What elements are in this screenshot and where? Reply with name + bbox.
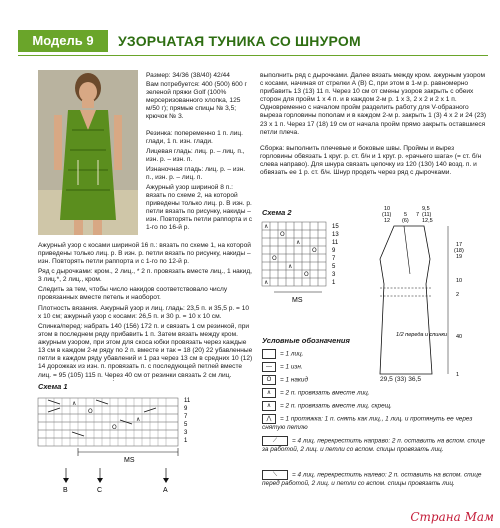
- scheme1-chart: [36, 392, 206, 510]
- right-text: выполнить ряд с дырочками. Далее вязать между кром. ажурным узором с косами, начиная от стрелки А (В) С, при этом в 1-м р. равномерно прибавить 13 (13) 11 п. Через 10 см от смены узоров закрыть с обеих сторон для пройм 1 х 4 п. и в каждом 2-м р. 1 х 3, 2 х 2 и 2 х 1 п. Одновременно с началом пройм разделить работу для V-образного выреза горловины пополам и в каждом 2-м р. закрыть 1 (3) 4 х 2 и 24 (23) 23 х 1 п. Через 17 (18) 19 см от начала пройм прямо закрыть оставшиеся петли плеча.: [260, 72, 487, 136]
- diag-side: 2: [456, 292, 460, 298]
- legend-item: ⋀ = 1 протяжка: 1 п. снять как лиц., 1 лиц. и протянуть ее через снятую петлю: [262, 415, 473, 431]
- diagram-center-label: 1/2 переда и спинки: [396, 332, 448, 338]
- lace16-text: Ажурный узор с косами шириной 16 п.: вязать по схеме 1, на которой приведены только лиц. р. В изн. р. петли вязать по рисунку, накиды – изн. Повторять петли раппорта и с 1-го по 12-й р.: [38, 242, 251, 266]
- diag-side: 19: [456, 254, 463, 260]
- svg-text:O: O: [112, 424, 117, 431]
- legend-item: = 1 лиц.: [262, 349, 303, 359]
- scheme2-chart: [260, 218, 350, 308]
- garment-diagram: [370, 204, 500, 382]
- knit-icon: [262, 349, 276, 359]
- note-text: Следить за тем, чтобы число накидов соответствовало числу провязанных вместе петель и наоборот.: [38, 286, 228, 302]
- svg-text:∧: ∧: [288, 263, 293, 270]
- header-rule: [18, 55, 488, 56]
- diag-side: 40: [456, 334, 463, 340]
- legend-item: ∧ = 2 п. провязать вместе лиц.: [262, 388, 370, 398]
- svg-text:∧: ∧: [136, 416, 141, 423]
- scheme2-row: 3: [332, 272, 336, 278]
- svg-text:O: O: [88, 408, 93, 415]
- scheme1-ms: MS: [124, 457, 135, 464]
- svg-text:O: O: [272, 255, 277, 262]
- cable-left-icon: ⟍: [262, 470, 288, 480]
- legend-item: ∧ = 2 п. провязать вместе лиц. скрещ.: [262, 401, 392, 411]
- scheme2-row: 5: [332, 264, 336, 270]
- svg-text:∧: ∧: [72, 400, 77, 407]
- page-title: УЗОРЧАТАЯ ТУНИКА СО ШНУРОМ: [118, 33, 361, 49]
- model-label: Модель 9: [18, 30, 108, 52]
- diag-side: 17: [456, 242, 463, 248]
- lace8-text: Ажурный узор шириной 8 п.: вязать по схеме 2, на которой приведены только лиц. р. В изн. р. петли вязать по рисунку, накиды – изн. Повторять петли раппорта и с 1-го по 16-й р.: [146, 184, 253, 232]
- svg-text:O: O: [280, 231, 285, 238]
- scheme2-ms: MS: [292, 297, 303, 304]
- eyelet-row-text: Ряд с дырочками: кром., 2 лиц., * 2 п. провязать вместе лиц., 1 накид, 3 лиц.*, 2 лиц., кром.: [38, 268, 252, 284]
- scheme1-row: 3: [184, 430, 188, 436]
- legend-item: — = 1 изн.: [262, 362, 303, 372]
- arrow-c-label: С: [97, 487, 103, 494]
- model-photo: [38, 70, 138, 235]
- legend-item: ⟋ = 4 лиц. перекрестить направо: 2 п. оставить на вспом. спице за работой, 2 лиц. и петли со вспом. спицы провязать лиц.: [262, 437, 485, 453]
- svg-text:O: O: [312, 247, 317, 254]
- diag-top: 9,5: [422, 206, 430, 212]
- arrow-b-label: В: [63, 487, 68, 494]
- scheme1-row: 7: [184, 414, 188, 420]
- scheme2-row: 13: [332, 232, 339, 238]
- diag-side: 1: [456, 372, 460, 378]
- purl-icon: —: [262, 362, 276, 372]
- svg-text:∧: ∧: [264, 223, 269, 230]
- skpo-icon: ⋀: [262, 414, 276, 424]
- svg-text:O: O: [304, 271, 309, 278]
- scheme2-label: Схема 2: [262, 208, 292, 217]
- k2tog-tbl-icon: ∧: [262, 401, 276, 411]
- scheme2-row: 15: [332, 224, 339, 230]
- gauge-text: Плотность вязания. Ажурный узор и лиц. гладь: 23,5 п. и 35,5 р. = 10 х 10 см; ажурный узор с косами: 26,5 п. и 30 р. = 10 х 10 см.: [38, 305, 250, 321]
- materials-text: Вам потребуется: 400 (500) 600 г зеленой пряжи Golf (100% мерсеризованного хлопка, 125 м/50 г); прямые спицы № 3,5; крючок № 3.: [146, 81, 247, 121]
- scheme2-row: 7: [332, 256, 336, 262]
- scheme1-row: 5: [184, 422, 188, 428]
- diag-side: (18): [454, 248, 464, 254]
- legend-item: ⟍ = 4 лиц. перекрестить налево: 2 п. оставить на вспом. спице перед работой, 2 лиц. и петли со вспом. спицы провязать лиц.: [262, 471, 482, 487]
- legend-item: O = 1 накид: [262, 375, 308, 385]
- diag-top: (6): [402, 218, 409, 224]
- arrow-a-label: А: [163, 487, 168, 494]
- scheme2-row: 9: [332, 248, 336, 254]
- diag-side: 10: [456, 278, 463, 284]
- diag-top: 12,5: [422, 218, 433, 224]
- yarn-over-icon: O: [262, 375, 276, 385]
- stockinette-text: Лицевая гладь: лиц. р. – лиц. п., изн. р. – изн. п.: [146, 148, 245, 164]
- diagram-bottom: 29,5 (33) 36,5: [380, 376, 422, 383]
- scheme1-label: Схема 1: [38, 382, 68, 391]
- diag-top: 7: [416, 212, 420, 218]
- reverse-stockinette-text: Изнаночная гладь: лиц. р. – изн. п., изн. р. – лиц. п.: [146, 166, 246, 182]
- diag-top: 12: [384, 218, 391, 224]
- back-front-text: Спинка/перед: набрать 140 (156) 172 п. и связать 1 см резинкой, при этом в последнем ряду прибавить 1 п. Затем вязать между кром. ажурным узором, при этом для скоса юбки провязать через каждые 13 см в каждом 2-м ряду по 2 п. вместе и так = 18 (20) 22 убавленные петли в каждом ряду убавлений и 1 раз через 13 см в средних 10 (12) 14 дорожках из изн. п. провязать п. с последующей петлей вместе лиц. = 95 (105) 115 п. Через 40 см от резинки связать 2 см лиц.: [38, 323, 253, 379]
- scheme1-row: 11: [184, 398, 191, 404]
- cable-right-icon: ⟋: [262, 436, 288, 446]
- diag-top: 10: [384, 206, 391, 212]
- tunic-photo-illustration: [38, 70, 138, 235]
- scheme1-row: 1: [184, 438, 188, 444]
- scheme1-row: 9: [184, 406, 188, 412]
- watermark: Страна Мам: [410, 510, 494, 524]
- scheme2-row: 1: [332, 280, 336, 286]
- rib-text: Резинка: попеременно 1 п. лиц. глади, 1 п. изн. глади.: [146, 130, 244, 146]
- diag-top: (11): [422, 212, 432, 218]
- size-text: Размер: 34/36 (38/40) 42/44: [146, 72, 230, 79]
- k2tog-icon: ∧: [262, 388, 276, 398]
- diag-top: 5: [404, 212, 408, 218]
- legend-title: Условные обозначения: [262, 336, 350, 345]
- assembly-text: Сборка: выполнить плечевые и боковые швы. Проймы и вырез горловины обвязать 1 круг. р. ст. б/н и 1 круг. р. «рачьего шага» (= ст. б/н слева направо). Для шнура связать цепочку из 120 (130) 140 возд. п. и обвязать ее 1 р. ст. б/н. Шнур продеть через ряд с дырочками.: [260, 145, 482, 177]
- svg-text:∧: ∧: [296, 239, 301, 246]
- scheme2-row: 11: [332, 240, 339, 246]
- diag-top: (11): [382, 212, 392, 218]
- svg-text:∧: ∧: [264, 279, 269, 286]
